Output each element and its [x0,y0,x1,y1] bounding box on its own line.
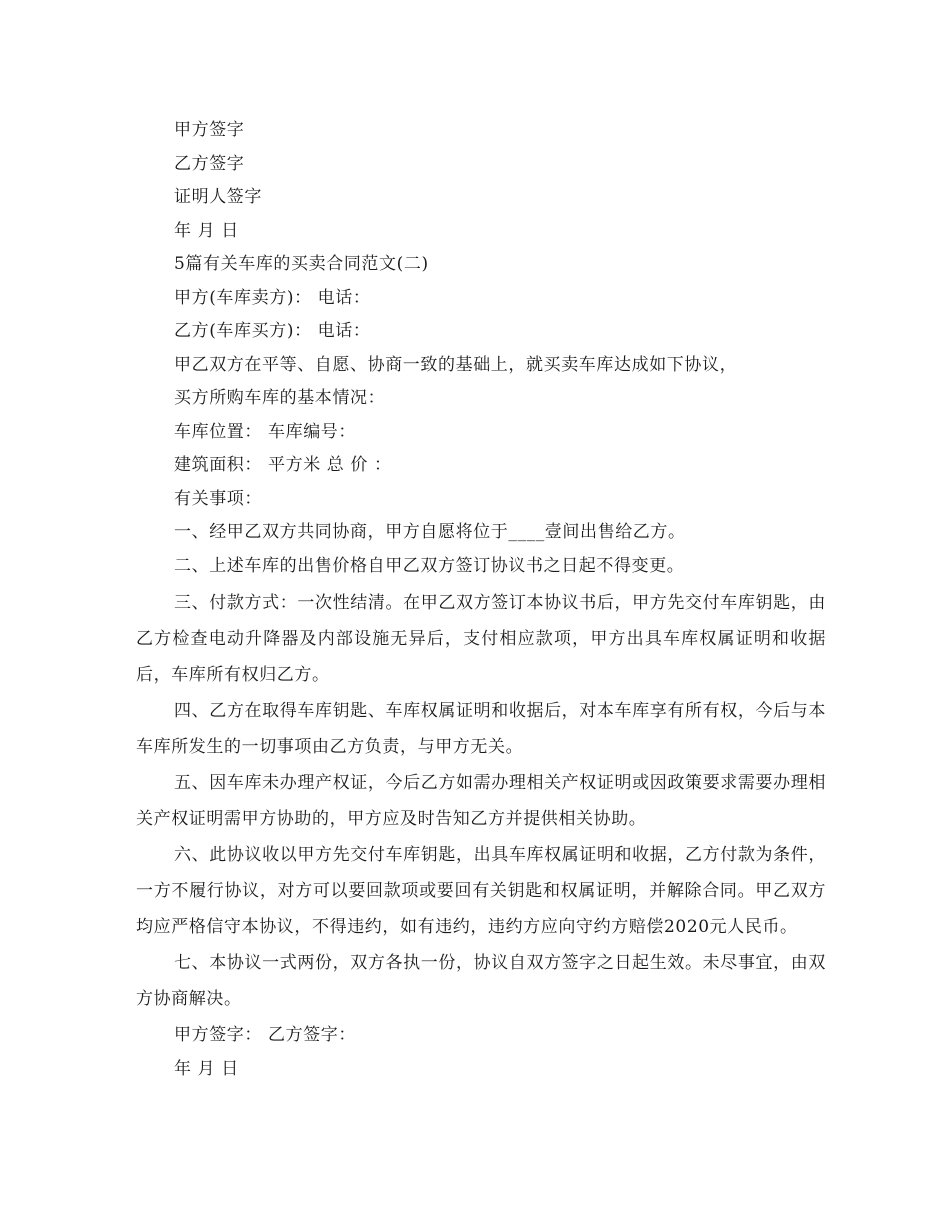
clause-6: 六、此协议收以甲方先交付车库钥匙，出具车库权属证明和收据，乙方付款为条件，一方不履行协议，对方可以要回款项或要回有关钥匙和权属证明，并解除合同。甲乙双方均应严格信守本协议，不得违约，如有违约，违约方应向守约方赔偿2020元人民币。 [136,845,826,937]
witness-signature-line: 证明人签字 [174,187,262,207]
matters-heading: 有关事项： [174,488,262,509]
final-signature-line: 甲方签字： 乙方签字： [174,1025,357,1045]
date-line: 年 月 日 [174,220,239,241]
floor-area-line: 建筑面积： 平方米 总 价 ： [174,455,392,475]
clause-3: 三、付款方式：一次性结清。在甲乙双方签订本协议书后，甲方先交付车库钥匙，由乙方检查电动升降器及内部设施无异后，支付相应款项，甲方出具车库权属证明和收据后，车库所有权归乙方。 [136,593,826,685]
final-date-line: 年 月 日 [174,1058,239,1079]
garage-info-heading: 买方所购车库的基本情况： [174,388,386,408]
clause-7: 七、本协议一式两份，双方各执一份，协议自双方签字之日起生效。未尽事宜，由双方协商解决。 [136,953,826,1009]
document-body [136,114,826,1086]
clause-4: 四、乙方在取得车库钥匙、车库权属证明和收据后，对本车库享有所有权，今后与本车库所发生的一切事项由乙方负责，与甲方无关。 [136,701,826,757]
seller-line: 甲方(车库卖方)： 电话： [174,287,371,308]
clause-1: 一、经甲乙双方共同协商，甲方自愿将位于____壹间出售给乙方。 [174,522,686,542]
clause-5: 五、因车库未办理产权证，今后乙方如需办理相关产权证明或因政策要求需要办理相关产权证明需甲方协助的，甲方应及时告知乙方并提供相关协助。 [136,773,826,829]
party-b-signature-line: 乙方签字 [174,153,245,174]
section-title: 5篇有关车库的买卖合同范文(二) [174,254,429,274]
garage-location-line: 车库位置： 车库编号： [174,421,357,442]
agreement-intro: 甲乙双方在平等、自愿、协商一致的基础上，就买卖车库达成如下协议， [174,354,738,375]
party-a-signature-line: 甲方签字 [174,120,245,140]
clause-2: 二、上述车库的出售价格自甲乙双方签订协议书之日起不得变更。 [174,555,685,576]
buyer-line: 乙方(车库买方)： 电话： [174,321,371,341]
